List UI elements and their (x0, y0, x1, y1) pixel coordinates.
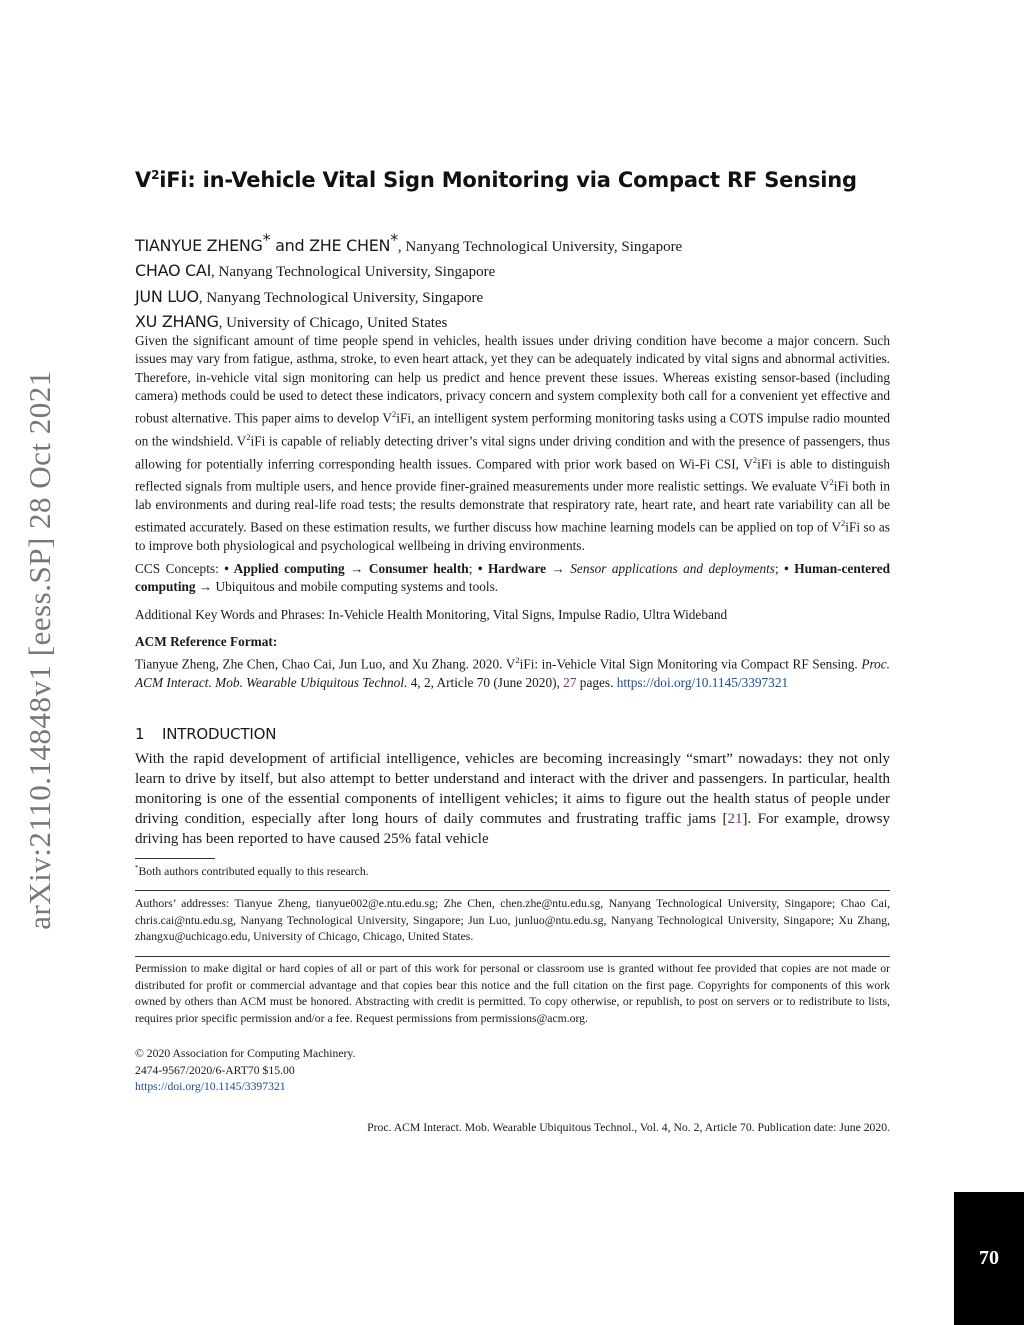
author-affiliation: , Nanyang Technological University, Singapore (210, 264, 496, 281)
paper-title: $V^2iFi$: in-Vehicle Vital Sign Monitoring via Compact RF Sensing (135, 168, 857, 192)
acm-reference: Tianyue Zheng, Zhe Chen, Chao Cai, Jun Luo, and Xu Zhang. 2020. $V^2iFi$: in-Vehicle Vital Sign Monitoring via Compact RF Sensing. Proc. ACM Interact. Mob. Wearable Ubiquitous Technol. 4, 2, Article 70 (June 2020), 27 pages. https://doi.org/10.1145/3397321 (135, 655, 891, 690)
author-name: JUN LUO (135, 286, 199, 306)
doi-footer-link[interactable]: https://doi.org/10.1145/3397321 (135, 1080, 286, 1093)
doi-footer (135, 1080, 286, 1093)
author-name: TIANYUE ZHENG (135, 236, 263, 255)
arxiv-stamp-text: arXiv:2110.14848v1 [eess.SP] 28 Oct 2021 (22, 370, 57, 930)
author-name: ZHE CHEN (309, 236, 391, 255)
intro-paragraph: With the rapid development of artificial intelligence, vehicles are becoming increasingly “smart” nowadays: they not only learn to drive by itself, but also attempt to better understand and interact with the driver and passengers. In particular, health monitoring is one of the essential components of intelligent vehicles; it aims to figure out the health status of people under driving condition, especially after long hours of daily commutes and frustrating traffic jams [21]. For example, drowsy driving has been reported to have caused 25% fatal vehicle (135, 751, 890, 847)
author-line (135, 259, 890, 284)
footnote: *Both authors contributed equally to this research. (135, 864, 369, 878)
permission-notice: Permission to make digital or hard copies of all or part of this work for personal or classroom use is granted without fee provided that copies are not made or distributed for profit or commercial advantage and that copies bear this notice and the full citation on the first page. Copyrights for components of this work owned by others than ACM must be honored. Abstracting with credit is permitted. To copy otherwise, or republish, to post on servers or to redistribute to lists, requires prior specific permission and/or a fee. Request permissions from permissions@acm.org. (135, 962, 890, 1025)
copyright: © 2020 Association for Computing Machinery. (135, 1047, 356, 1060)
author-affiliation: , Nanyang Technological University, Singapore (397, 239, 683, 255)
page-number: 70 (979, 1247, 999, 1269)
doi-link[interactable]: https://doi.org/10.1145/3397321 (616, 674, 789, 690)
author-name: XU ZHANG (135, 311, 219, 331)
abstract: Given the significant amount of time people spend in vehicles, health issues under driving condition have become a major concern. Such issues may vary from fatigue, asthma, stroke, to even heart attack, yet they can be adequately indicated by vital signs and abnormal activities. Therefore, in-vehicle vital sign monitoring can help us predict and hence prevent these issues. Whereas existing sensor-based (including camera) methods could be used to detect these indicators, privacy concern and system complexity both call for a convenient yet effective and robust alternative. This paper aims to develop $V^2iFi$, an intelligent system performing monitoring tasks using a COTS impulse radio mounted on the windshield. $V^2iFi$ is capable of reliably detecting driver’s vital signs under driving condition and with the presence of passengers, thus allowing for potentially inferring corresponding health issues. Compared with prior work based on Wi-Fi CSI, $V^2iFi$ is able to distinguish reflected signals from multiple users, and hence provide finer-grained measurements under more realistic settings. We evaluate $V^2iFi$ both in lab environments and during real-life road tests; the results demonstrate that respiratory rate, heart rate, and heart rate variability can all be estimated accurately. Based on these estimation results, we further discuss how machine learning models can be applied on top of $V^2iFi$ so as to improve both physiological and psychological wellbeing in driving environments. (135, 333, 890, 554)
page-number-tab (954, 1192, 1024, 1325)
running-footer: Proc. ACM Interact. Mob. Wearable Ubiquitous Technol., Vol. 4, No. 2, Article 70. Publication date: June 2020. (367, 1121, 890, 1134)
divider (135, 956, 890, 957)
author-line: TIANYUE ZHENG* and ZHE CHEN*, Nanyang Technological University, Singapore (135, 230, 683, 255)
acm-reference-heading: ACM Reference Format: (135, 634, 278, 649)
author-addresses: Authors’ addresses: Tianyue Zheng, tianyue002@e.ntu.edu.sg; Zhe Chen, chen.zhe@ntu.edu.sg, Nanyang Technological University, Singapore; Chao Cai, chris.cai@ntu.edu.sg, Nanyang Technological University, Singapore; Jun Luo, junluo@ntu.edu.sg, Nanyang Technological University, Singapore; Xu Zhang, zhangxu@uchicago.edu, University of Chicago, Chicago, United States. (135, 897, 890, 944)
ccs-concepts: CCS Concepts: • Applied computing → Consumer health; • Hardware → Sensor applications and deployments; • Human-centered computing → Ubiquitous and mobile computing systems and tools. (135, 561, 891, 595)
pages-link[interactable]: 27 (563, 674, 577, 690)
author-name: CHAO CAI (135, 261, 211, 281)
author-affiliation: , Nanyang Technological University, Singapore (198, 289, 484, 306)
author-affiliation: , University of Chicago, United States (218, 314, 448, 331)
author-list (135, 228, 890, 335)
footnote-rule (135, 858, 215, 859)
author-line (135, 285, 890, 310)
section-heading: 1 INTRODUCTION (135, 725, 277, 743)
issn: 2474-9567/2020/6-ART70 $15.00 (135, 1064, 295, 1077)
arxiv-stamp (0, 0, 80, 1325)
divider (135, 890, 890, 891)
citation-link[interactable]: 21 (727, 811, 743, 827)
keywords: Additional Key Words and Phrases: In-Vehicle Health Monitoring, Vital Signs, Impulse Radio, Ultra Wideband (135, 607, 728, 622)
